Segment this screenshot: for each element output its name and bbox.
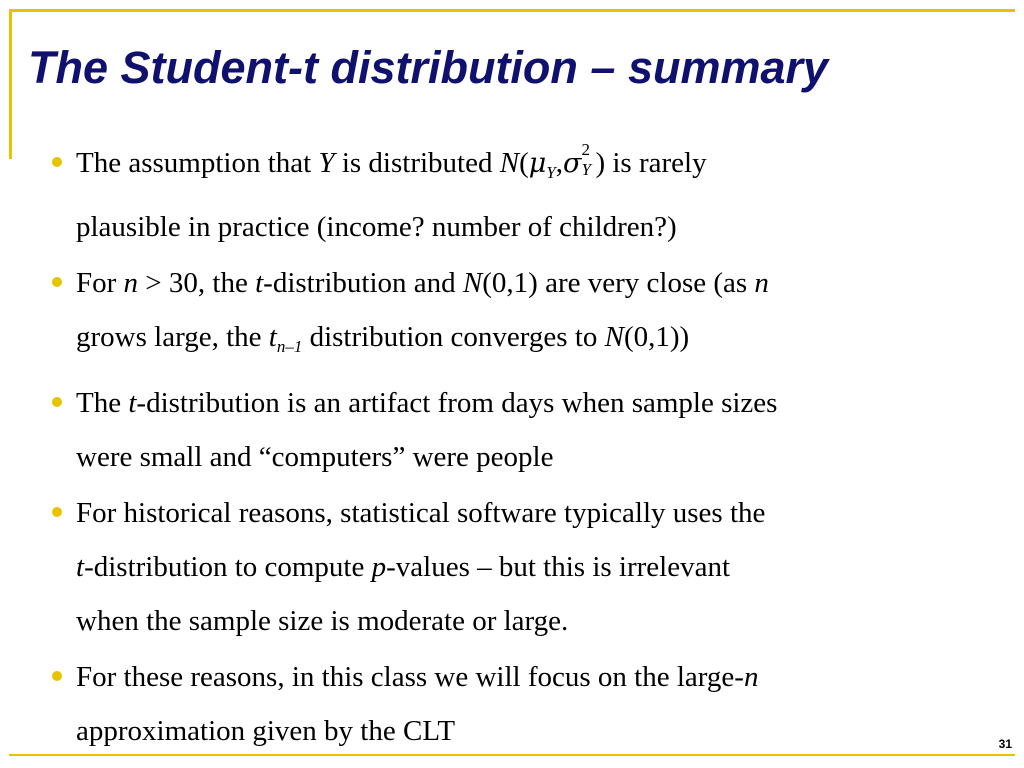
bullet-dot-icon: [52, 157, 62, 167]
math-comma: ,: [555, 147, 564, 179]
bullet-list: [50, 136, 970, 760]
text-run: -distribution and: [263, 267, 463, 299]
top-rule: [9, 9, 1015, 12]
text-run: grows large, the: [76, 321, 269, 353]
math-symbol-sigma: σ: [563, 148, 582, 179]
math-variable: N: [604, 321, 624, 353]
math-variable: t: [76, 551, 85, 583]
math-symbol-mu: μ: [528, 148, 547, 179]
text-run: distribution converges to: [302, 321, 605, 353]
math-variable: N: [462, 267, 483, 299]
text-run: -distribution to compute: [84, 551, 372, 583]
math-variable: t: [268, 321, 277, 353]
math-supsub: [581, 140, 595, 180]
slide-title: The Student-t distribution – summary: [28, 42, 829, 93]
math-paren: (: [519, 147, 529, 179]
bullet-item: [50, 486, 970, 648]
bullet-line: [76, 540, 970, 594]
left-rule: [9, 9, 12, 159]
math-variable: Y: [318, 147, 335, 179]
math-variable: n: [754, 267, 769, 299]
math-subscript: Y: [546, 163, 556, 182]
math-variable: p: [371, 551, 387, 583]
bullet-dot-icon: [52, 671, 62, 681]
text-run: -distribution is an artifact from days when sample sizes: [136, 387, 778, 419]
text-run: (0,1) are very close (as: [482, 267, 755, 299]
bullet-item: [50, 256, 970, 374]
page-number: 31: [998, 737, 1012, 751]
bullet-line: approximation given by the CLT: [76, 715, 456, 747]
text-run: The: [76, 387, 129, 419]
bullet-item: [50, 136, 970, 254]
bullet-line: For historical reasons, statistical software typically uses the: [76, 497, 766, 529]
math-variable: N: [499, 147, 520, 179]
bullet-line: were small and “computers” were people: [76, 441, 554, 473]
text-run: is distributed: [334, 147, 500, 179]
math-subscript: n–1: [276, 337, 303, 356]
text-run: For: [76, 267, 124, 299]
text-run: For these reasons, in this class we will focus on the large-: [76, 661, 744, 693]
text-run: is rarely: [605, 147, 707, 179]
math-superscript: 2: [581, 140, 590, 160]
math-variable: n: [743, 661, 759, 693]
text-run: (0,1)): [623, 321, 690, 353]
bullet-line: when the sample size is moderate or large.: [76, 605, 569, 637]
bullet-line: [76, 376, 970, 430]
bullet-item: [50, 376, 970, 484]
math-variable: n: [123, 267, 139, 299]
bottom-rule: [9, 754, 1015, 756]
math-subscript: Y: [581, 160, 591, 180]
bullet-dot-icon: [52, 507, 62, 517]
bullet-line: plausible in practice (income? number of children?): [76, 211, 677, 243]
bullet-dot-icon: [52, 277, 62, 287]
bullet-line: [76, 136, 970, 200]
bullet-item: [50, 650, 970, 758]
bullet-line: [76, 650, 970, 704]
text-run: -values – but this is irrelevant: [386, 551, 731, 583]
bullet-line: [76, 310, 970, 374]
bullet-line: [76, 256, 970, 310]
math-variable: t: [255, 267, 264, 299]
bullet-dot-icon: [52, 397, 62, 407]
math-paren: ): [595, 147, 606, 179]
text-run: The assumption that: [76, 147, 319, 179]
math-variable: t: [128, 387, 137, 419]
text-run: > 30, the: [138, 267, 256, 299]
